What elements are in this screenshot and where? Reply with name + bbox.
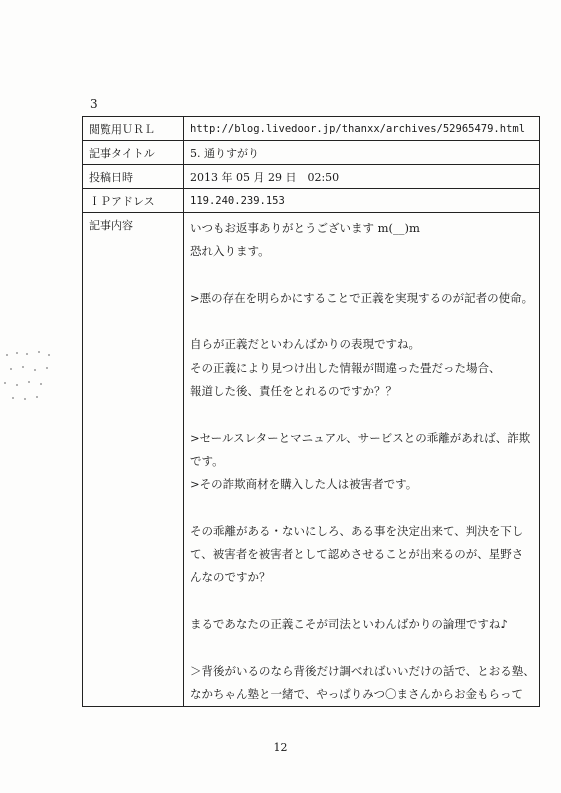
scan-dot [46, 367, 48, 369]
content-line: >セールスレターとマニュアル、サービスとの乖離があれば、詐欺 [190, 430, 531, 445]
url-label: 閲覧用ＵＲＬ [83, 117, 184, 141]
content-line [190, 403, 533, 426]
content-line: て、被害者を被害者として認めさせることが出来るのが、星野さ [190, 547, 524, 562]
scan-dot [24, 398, 26, 400]
bottom-page-number: 12 [273, 741, 288, 754]
table-row [83, 213, 540, 707]
content-line: まるであなたの正義こそが司法といわんばかりの論理ですね♪ [190, 617, 508, 632]
record-table [82, 116, 540, 707]
scan-dot [38, 351, 40, 353]
content-line: >その詐欺商材を購入した人は被害者です。 [190, 477, 418, 492]
title-value: 5. 通りすがり [184, 141, 540, 165]
content-body [190, 217, 533, 706]
scan-dot [22, 366, 24, 368]
content-line: なかちゃん塾と一緒で、やっぱりみつ〇まさんからお金もらって [190, 686, 524, 701]
content-line [190, 310, 533, 333]
content-line: その乖離がある・ないにしろ、ある事を決定出来て、判決を下し [190, 523, 524, 538]
scan-dot [26, 353, 28, 355]
table-row [83, 165, 540, 189]
table-row [83, 189, 540, 213]
url-value: http://blog.livedoor.jp/thanxx/archives/52965479.html [184, 117, 540, 141]
content-line: ＞背後がいるのなら背後だけ調べればいいだけの話で、とおる塾、 [190, 663, 535, 678]
content-line: です。 [190, 453, 224, 468]
content-line [190, 636, 533, 659]
scan-dot [12, 397, 14, 399]
scan-dot [28, 381, 30, 383]
scan-dot [10, 368, 12, 370]
content-line: 報道した後、責任をとれるのですか？？ [190, 384, 397, 399]
scan-dot [48, 354, 50, 356]
content-cell [184, 213, 540, 707]
scan-dot [6, 354, 8, 356]
content-line: >悪の存在を明らかにすることで正義を実現するのが記者の使命。 [190, 290, 534, 305]
content-line: んなのですか？ [190, 570, 271, 585]
scan-dot [36, 396, 38, 398]
content-line: 自らが正義だといわんばかりの表現ですね。 [190, 337, 420, 352]
scan-dot [34, 369, 36, 371]
posted-at-label: 投稿日時 [83, 165, 184, 189]
scan-dot [40, 383, 42, 385]
content-line: 恐れ入ります。 [190, 244, 270, 259]
scan-dots [2, 348, 56, 404]
table-row [83, 117, 540, 141]
top-page-number: 3 [90, 97, 98, 111]
content-line: いつもお返事ありがとうございます m(__)m [190, 221, 420, 235]
scan-dot [4, 382, 6, 384]
content-label: 記事内容 [83, 213, 184, 707]
content-line [190, 497, 533, 520]
content-line: その正義により見つけ出した情報が間違った畳だった場合、 [190, 360, 501, 375]
content-line [190, 590, 533, 613]
table-row [83, 141, 540, 165]
ip-address-label: ＩＰアドレス [83, 189, 184, 213]
posted-at-value: 2013 年 05 月 29 日 02:50 [184, 165, 540, 189]
content-line [190, 264, 533, 287]
title-label: 記事タイトル [83, 141, 184, 165]
ip-address-value: 119.240.239.153 [184, 189, 540, 213]
scan-dot [16, 352, 18, 354]
scan-dot [16, 384, 18, 386]
